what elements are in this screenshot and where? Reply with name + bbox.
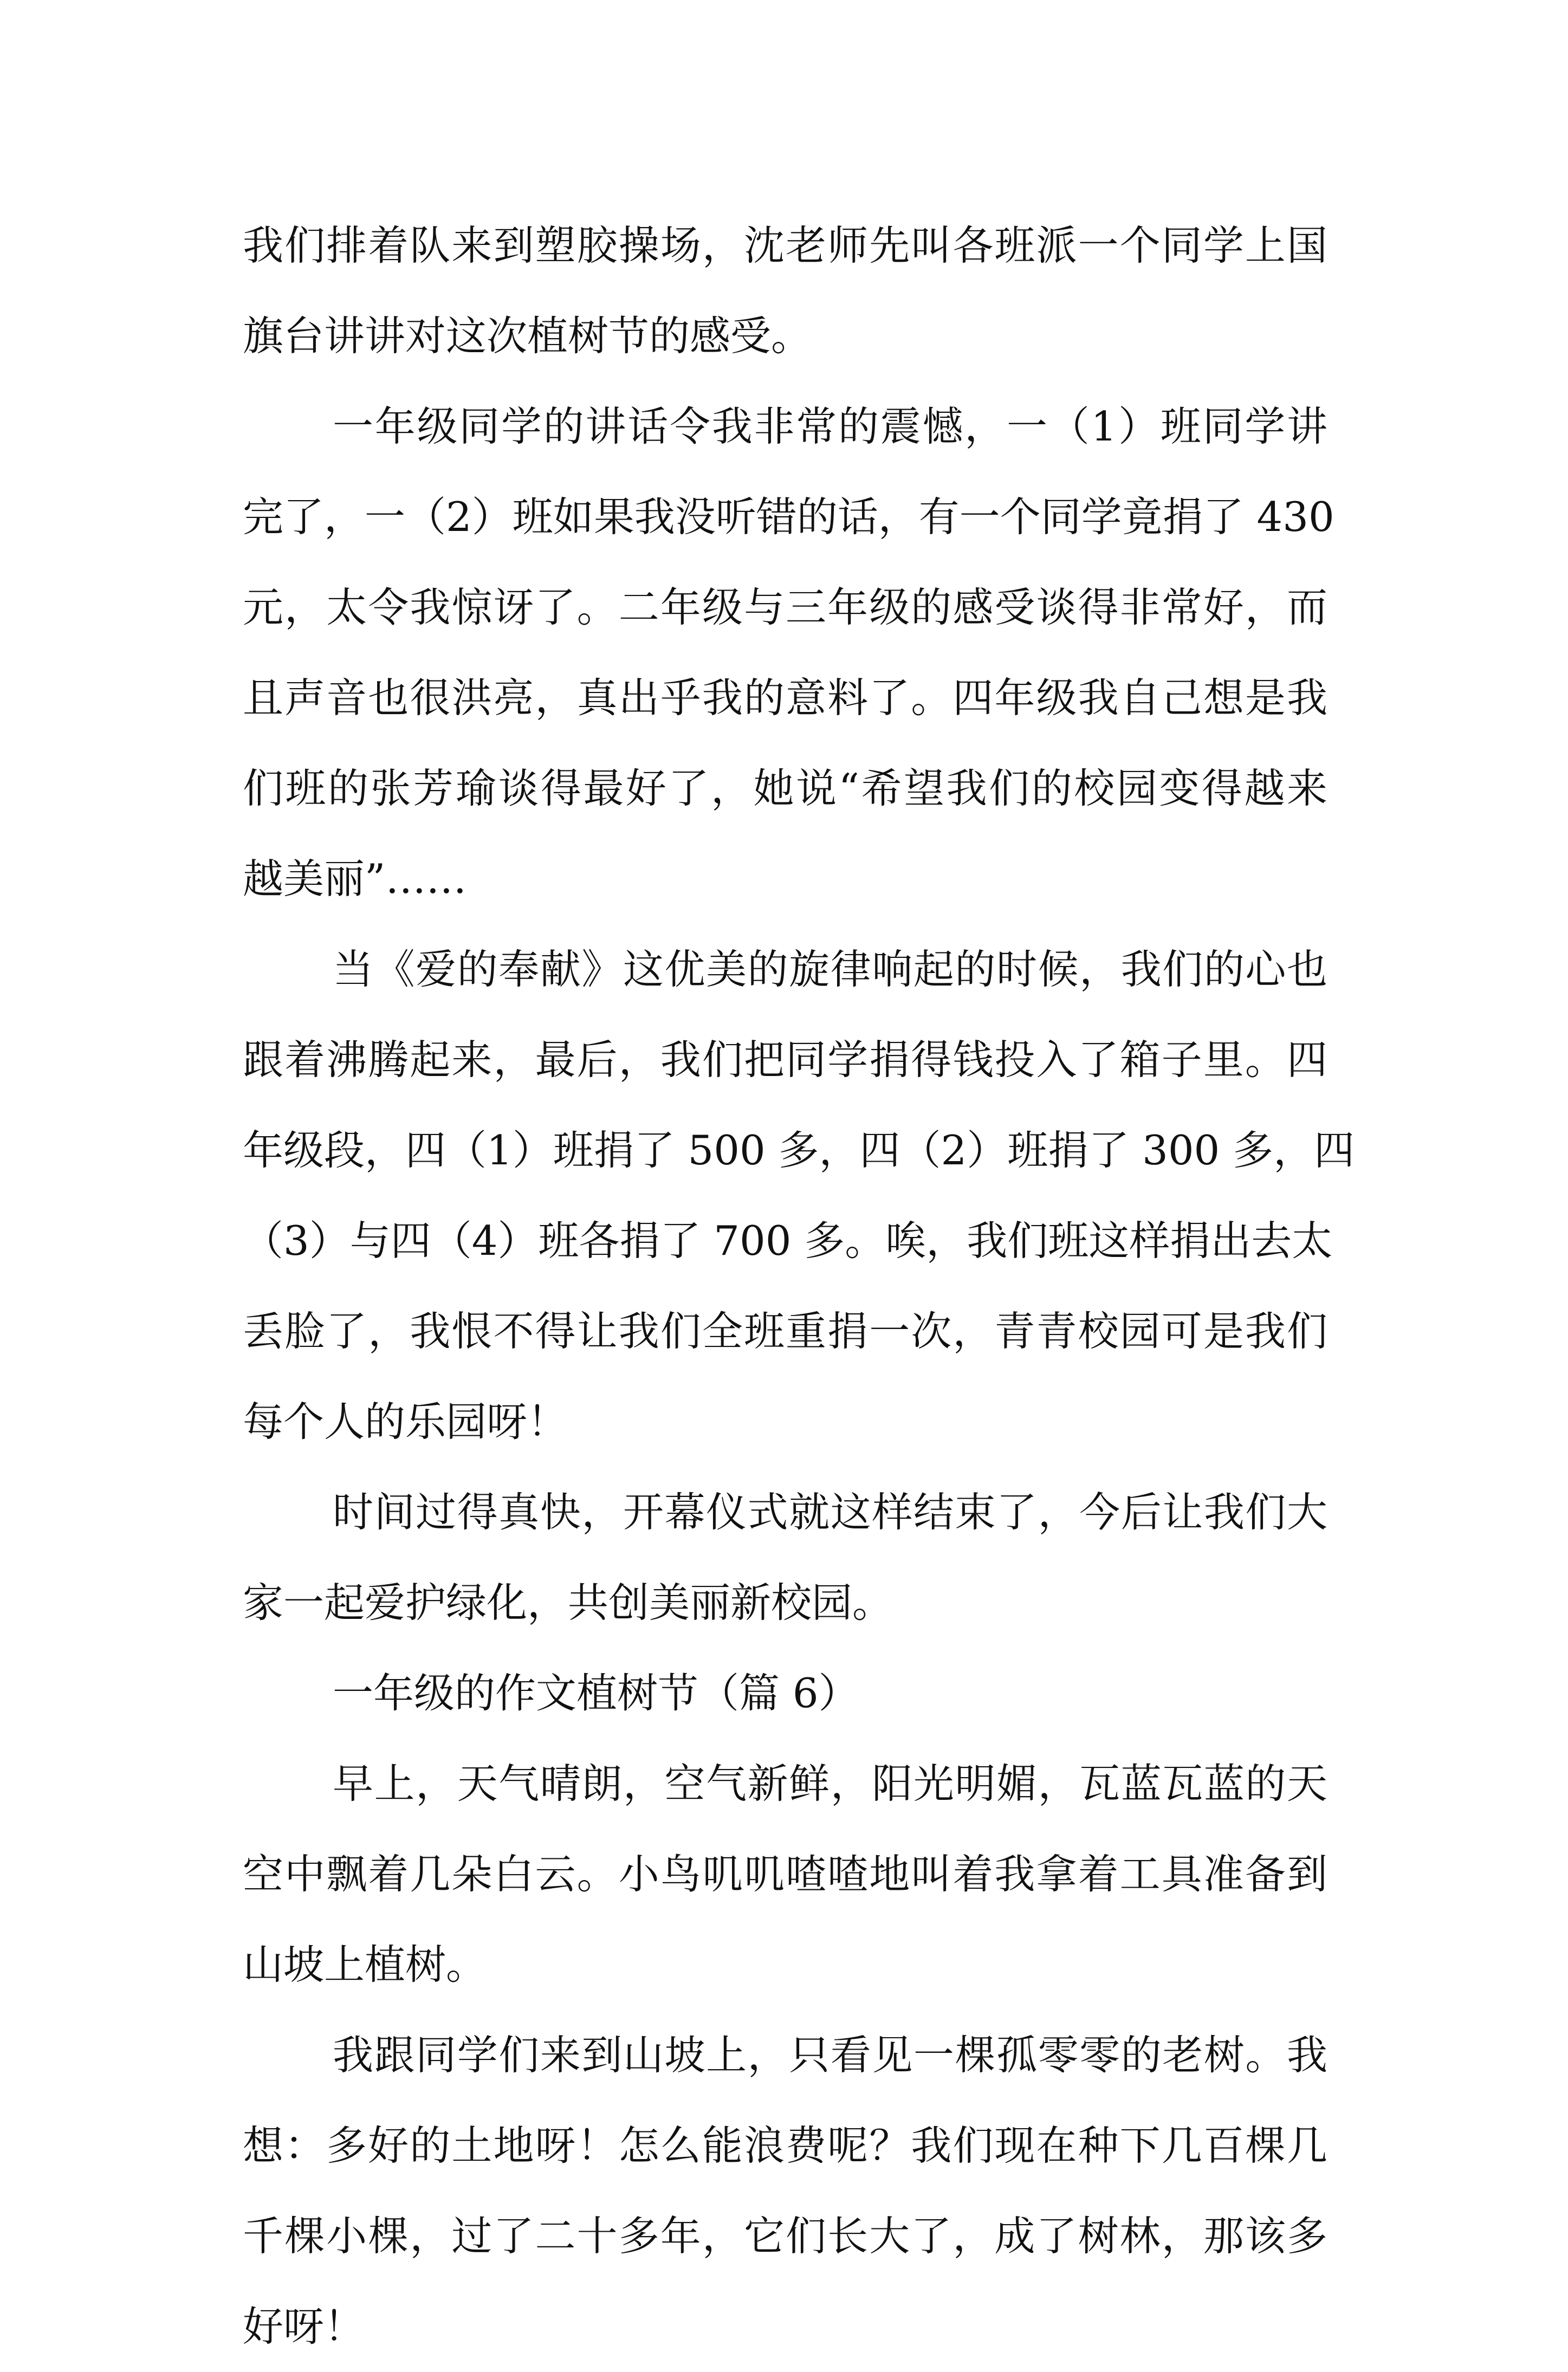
text-line: 完了，一（2）班如果我没听错的话，有一个同学竟捐了 430 — [243, 493, 1334, 541]
text-line: 早上，天气晴朗，空气新鲜，阳光明媚，瓦蓝瓦蓝的天 — [333, 1760, 1327, 1807]
text-line: 们班的张芳瑜谈得最好了，她说“希望我们的校园变得越来 — [243, 764, 1327, 812]
text-line: 时间过得真快，开幕仪式就这样结束了，今后让我们大 — [333, 1488, 1327, 1536]
document-page — [243, 200, 1355, 2372]
text-line: 旗台讲讲对这次植树节的感受。 — [243, 312, 812, 360]
text-line: 一年级同学的讲话令我非常的震憾，一（1）班同学讲 — [333, 403, 1327, 450]
text-line: 我们排着队来到塑胶操场，沈老师先叫各班派一个同学上国 — [243, 222, 1327, 269]
text-line: 我跟同学们来到山坡上，只看见一棵孤零零的老树。我 — [333, 2031, 1327, 2079]
text-line: （3）与四（4）班各捐了 700 多。唉，我们班这样捐出去太 — [243, 1217, 1333, 1265]
text-line: 且声音也很洪亮，真出乎我的意料了。四年级我自己想是我 — [243, 674, 1327, 722]
text-line: 空中飘着几朵白云。小鸟叽叽喳喳地叫着我拿着工具准备到 — [243, 1850, 1327, 1898]
text-line: 当《爱的奉献》这优美的旋律响起的时候，我们的心也 — [333, 945, 1327, 993]
text-line: 丢脸了，我恨不得让我们全班重捐一次，青青校园可是我们 — [243, 1307, 1327, 1355]
text-line: 千棵小棵，过了二十多年，它们长大了，成了树林，那该多 — [243, 2212, 1327, 2260]
text-line: 想：多好的土地呀！怎么能浪费呢？我们现在种下几百棵几 — [243, 2122, 1327, 2169]
text-line: 越美丽”…… — [243, 855, 467, 903]
text-line: 跟着沸腾起来，最后，我们把同学捐得钱投入了箱子里。四 — [243, 1036, 1327, 1084]
text-line: 家一起爱护绿化，共创美丽新校园。 — [243, 1579, 893, 1626]
text-line: 元，太令我惊讶了。二年级与三年级的感受谈得非常好，而 — [243, 584, 1327, 631]
text-line: 山坡上植树。 — [243, 1941, 487, 1988]
section-heading: 一年级的作文植树节（篇 6） — [333, 1669, 859, 1717]
text-line: 年级段，四（1）班捐了 500 多，四（2）班捐了 300 多，四 — [243, 1126, 1355, 1174]
text-line: 每个人的乐园呀！ — [243, 1398, 568, 1446]
text-line: 好呀！ — [243, 2303, 365, 2350]
